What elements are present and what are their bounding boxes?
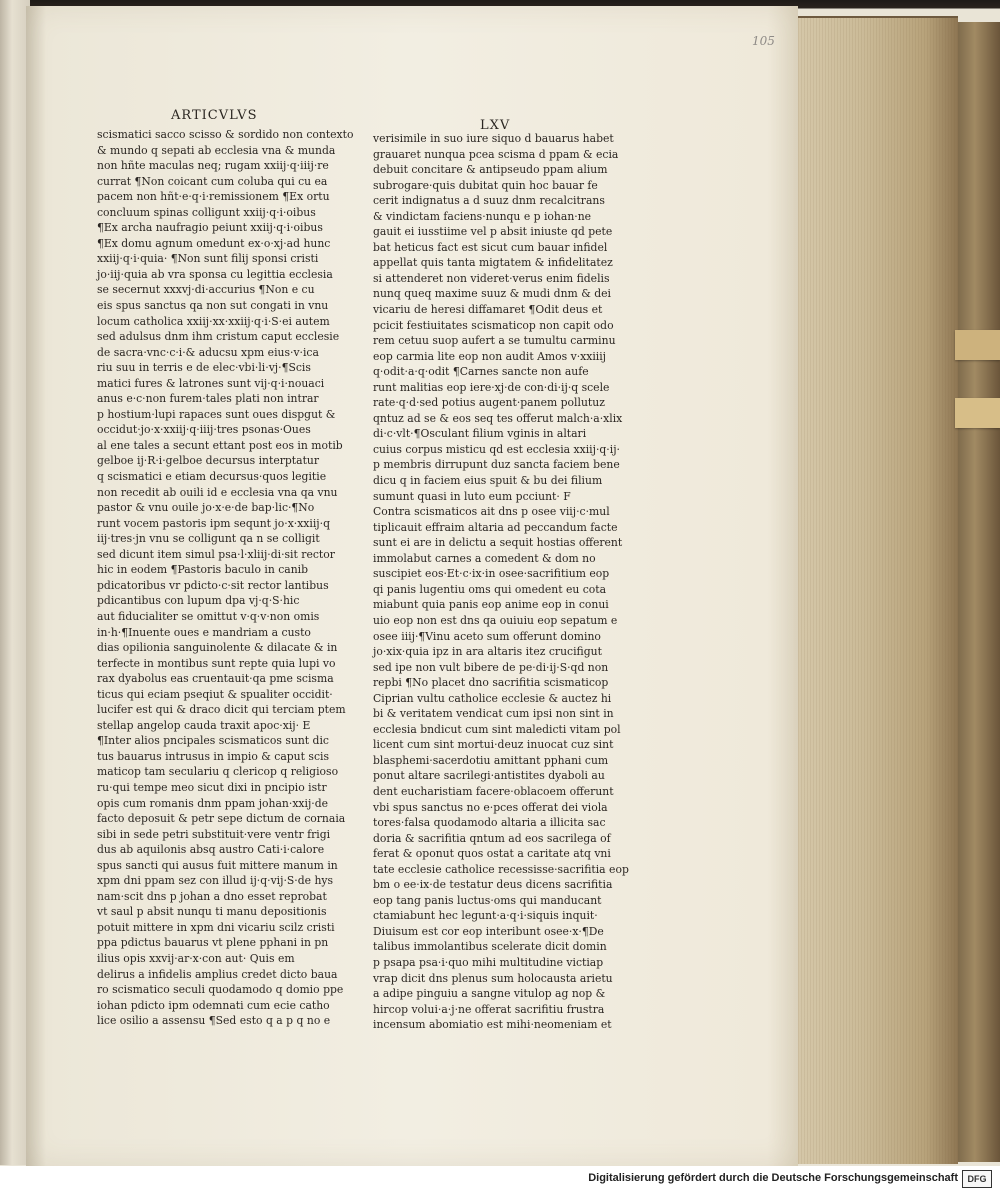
text-line: grauaret nunqua pcea scisma d ppam & ecia [373,147,619,161]
text-line: Ciprian vultu catholice ecclesie & auctez hi [373,691,612,705]
text-line: gauit ei iusstiime vel p absit iniuste qd pete [373,225,613,239]
text-line: eis spus sanctus qa non sut congati in vnu [97,299,329,313]
text-line: locum catholica xxiij·xx·xxiij·q·i·S·ei autem [97,314,330,328]
text-line: verisimile in suo iure siquo d bauarus habet [373,132,614,145]
text-line: appellat quis tanta migtatem & infidelitatez [373,256,613,270]
text-line: scismatici sacco scisso & sordido non contexto [97,128,354,141]
text-line: vrap dicit dns plenus sum holocausta arietu [373,971,613,985]
text-line: pdicantibus con lupum dpa vj·q·S·hic [97,594,300,608]
text-line: sumunt quasi in luto eum pcciunt· F [373,489,571,503]
text-line: non recedit ab ouili id e ecclesia vna qa vnu [97,485,338,499]
text-line: rax dyabolus eas cruentauit·qa pme scisma [97,672,334,686]
text-line: lice osilio a assensu ¶Sed esto q a p q no e [97,1014,331,1028]
text-line: nunq queq maxime suuz & mudi dnm & dei [373,287,612,301]
text-line: cerit indignatus a d suuz dnm recalcitrans [373,194,605,208]
text-line: opis cum romanis dnm ppam johan·xxij·de [97,796,329,810]
text-line: dent eucharistiam facere·oblacoem offerunt [373,784,614,798]
text-line: sed dicunt item simul psa·l·xliij·di·sit rector [97,547,335,561]
text-line: q scismatici e etiam decursus·quos legitie [97,470,327,484]
text-line: tus bauarus intrusus in impio & caput scis [97,749,329,763]
book-binding [958,22,1000,1162]
text-line: bat heticus fact est sicut cum bauar infidel [373,240,608,254]
text-line: qntuz ad se & eos seq tes offerut malch·a·xlix [373,411,623,425]
page-block-edges [798,16,958,1164]
text-line: p psapa psa·i·quo mihi multitudine victiap [373,955,604,969]
text-line: incensum abomiatio est mihi·neomeniam et [373,1018,612,1032]
text-line: & vindictam faciens·nunqu e p iohan·ne [373,209,592,223]
bookmark-slip [955,330,1000,360]
text-line: tores·falsa quodamodo altaria a illicita sac [373,816,606,830]
text-line: & mundo q sepati ab ecclesia vna & munda [97,143,336,157]
text-line: bm o ee·ix·de testatur deus dicens sacrifitia [373,878,613,892]
text-line: ppa pdictus bauarus vt plene pphani in pn [97,936,329,950]
right-text-column [373,131,629,1033]
text-line: subrogare·quis dubitat quin hoc bauar fe [373,178,598,192]
text-line: ru·qui tempe meo sicut dixi in pncipio istr [97,780,327,794]
text-line: currat ¶Non coicant cum coluba qui cu ea [97,174,328,188]
text-line: matici fures & latrones sunt vij·q·i·nouaci [97,376,325,390]
text-line: ¶Inter alios pncipales scismaticos sunt dic [97,734,329,748]
funding-credit: Digitalisierung gefördert durch die Deutsche Forschungsgemeinschaft [588,1172,958,1184]
text-line: hircop volui·a·j·ne offerat sacrifitiu frustra [373,1002,605,1016]
text-line: ¶Ex archa naufragio peiunt xxiij·q·i·oibus [97,221,323,235]
text-line: rate·q·d·sed potius augent·panem pollutuz [373,396,605,410]
text-line: ¶Ex domu agnum omedunt ex·o·xj·ad hunc [97,236,331,250]
text-line: di·c·vlt·¶Osculant filium vginis in altari [373,427,587,441]
text-line: repbi ¶No placet dno sacrifitia scismaticop [373,676,609,690]
text-line: bi & veritatem vendicat cum ipsi non sint in [373,707,614,721]
text-line: talibus immolantibus scelerate dicit domin [373,940,607,954]
text-line: iohan pdicto ipm odemnati cum ecie catho [97,998,330,1012]
text-line: al ene tales a secunt ettant post eos in motib [97,438,343,452]
text-line: suscipiet eos·Et·c·ix·in osee·sacrifitium eop [373,567,610,581]
text-line: ferat & oponut quos ostat a caritate atq vni [373,847,611,861]
text-line: Contra scismaticos ait dns p osee viij·c·mul [373,505,610,519]
text-line: eop tang panis luctus·oms qui manducant [373,893,602,907]
text-line: delirus a infidelis amplius credet dicto baua [97,967,338,981]
text-line: sed ipe non vult bibere de pe·di·ij·S·qd non [373,660,609,674]
text-line: eop carmia lite eop non audit Amos v·xxiiij [373,349,607,363]
text-line: se secernut xxxvj·di·accurius ¶Non e cu [97,283,315,297]
text-line: uio eop non est dns qa ouiuiu eop sepatum e [373,613,618,627]
text-line: lucifer est qui & draco dicit qui terciam ptem [97,703,346,717]
text-line: pastor & vnu ouile jo·x·e·de bap·lic·¶No [97,501,315,515]
running-head-left: ARTICVLVS [171,108,258,123]
text-line: vbi spus sanctus no e·pces offerat dei viola [373,800,608,814]
text-line: xpm dni ppam sez con illud ij·q·vij·S·de hys [97,874,334,888]
text-line: sunt ei are in delictu a sequit hostias offerent [373,536,623,550]
text-line: ponut altare sacrilegi·antistites dyaboli au [373,769,605,783]
text-line: blasphemi·sacerdotiu amittant pphani cum [373,753,609,767]
text-line: p hostium·lupi rapaces sunt oues dispgut & [97,407,336,421]
text-line: potuit mittere in xpm dni vicariu scilz cristi [97,920,335,934]
text-line: ecclesia bndicut cum sint maledicti vitam pol [373,722,621,736]
text-line: ilius opis xxvij·ar·x·con aut· Quis em [97,951,295,965]
text-line: vt saul p absit nunqu ti manu depositionis [97,905,327,919]
text-line: pdicatoribus vr pdicto·c·sit rector lantibus [97,578,329,592]
text-line: aut fiducialiter se omittut v·q·v·non omis [97,609,320,623]
text-line: concluum spinas colligunt xxiij·q·i·oibus [97,205,316,219]
text-line: sibi in sede petri substituit·vere ventr frigi [97,827,331,841]
text-line: sed adulsus dnm ihm cristum caput ecclesie [97,330,340,344]
text-line: tate ecclesie catholice recessisse·sacrifitia eop [373,862,629,876]
text-line: immolabut carnes a comedent & dom no [373,551,596,565]
text-line: anus e·c·non furem·tales plati non intrar [97,392,319,406]
text-line: jo·xix·quia ipz in ara altaris itez crucifigut [373,645,602,659]
bookmark-slip [955,398,1000,428]
text-line: dicu q in faciem eius spuit & bu dei filium [373,474,603,488]
text-line: dus ab aquilonis absq austro Cati·i·calore [97,843,325,857]
text-line: miabunt quia panis eop anime eop in conui [373,598,609,612]
text-line: runt vocem pastoris ipm sequnt jo·x·xxiij·q [97,516,330,530]
text-line: osee iiij·¶Vinu aceto sum offerunt domino [373,629,601,643]
folio-number: 105 [752,34,775,48]
text-line: ctamiabunt hec legunt·a·q·i·siquis inquit· [373,909,598,923]
text-line: pcicit festiuitates scismaticop non capit odo [373,318,614,332]
text-line: si attenderet non videret·verus enim fidelis [373,271,610,285]
text-line: gelboe ij·R·i·gelboe decursus interptatur [97,454,320,468]
left-text-column [97,127,354,1029]
text-line: a adipe pinguiu a sangne vitulop ag nop & [373,987,606,1001]
text-line: in·h·¶Inuente oues e mandriam a custo [97,625,311,639]
text-line: dias opilionia sanguinolente & dilacate & in [97,641,338,655]
dfg-logo: DFG [962,1170,992,1188]
text-line: non hñte maculas neq; rugam xxiij·q·iiij·re [97,159,329,173]
text-line: doria & sacrifitia qntum ad eos sacrilega of [373,831,611,845]
running-head-right: LXV [480,118,511,133]
text-line: tiplicauit effraim altaria ad peccandum facte [373,520,618,534]
text-line: q·odit·a·q·odit ¶Carnes sancte non aufe [373,365,589,379]
text-line: cuius corpus misticu qd est ecclesia xxiij·q·ij· [373,442,620,456]
text-line: ticus qui eciam pseqiut & spualiter occidit· [97,687,333,701]
text-line: p membris dirrupunt duz sancta faciem bene [373,458,620,472]
text-line: runt malitias eop iere·xj·de con·di·ij·q scele [373,380,610,394]
text-line: riu suu in terris e de elec·vbi·li·vj·¶Scis [97,361,311,375]
text-line: qi panis lugentiu oms qui omedent eu cota [373,582,607,596]
text-line: de sacra·vnc·c·i·& aducsu xpm eius·v·ica [97,345,319,359]
text-line: occidut·jo·x·xxiij·q·iiij·tres psonas·Oues [97,423,311,437]
text-line: hic in eodem ¶Pastoris baculo in canib [97,563,309,577]
text-line: xxiij·q·i·quia· ¶Non sunt filij sponsi cristi [97,252,319,266]
text-line: stellap angelop cauda traxit apoc·xij· E [97,718,311,732]
text-line: spus sancti qui ausus fuit mittere manum in [97,858,338,872]
text-line: Diuisum est cor eop interibunt osee·x·¶De [373,924,604,938]
text-line: iij·tres·jn vnu se colligunt qa n se colligit [97,532,320,546]
text-line: facto deposuit & petr sepe dictum de cornaia [97,812,346,826]
text-line: jo·iij·quia ab vra sponsa cu legittia ecclesia [97,267,333,281]
text-line: nam·scit dns p johan a dno esset reprobat [97,889,327,903]
text-line: maticop tam seculariu q clericop q religioso [97,765,339,779]
text-line: terfecte in montibus sunt repte quia lupi vo [97,656,336,670]
text-line: rem cetuu suop aufert a se tumultu carminu [373,334,616,348]
text-line: licent cum sint mortui·deuz inuocat cuz sint [373,738,614,752]
text-line: ro scismatico seculi quodamodo q domio ppe [97,983,344,997]
text-line: vicariu de heresi diffamaret ¶Odit deus et [373,303,603,317]
text-line: pacem non hñt·e·q·i·remissionem ¶Ex ortu [97,190,330,204]
text-line: debuit concitare & antipseudo ppam alium [373,163,608,177]
